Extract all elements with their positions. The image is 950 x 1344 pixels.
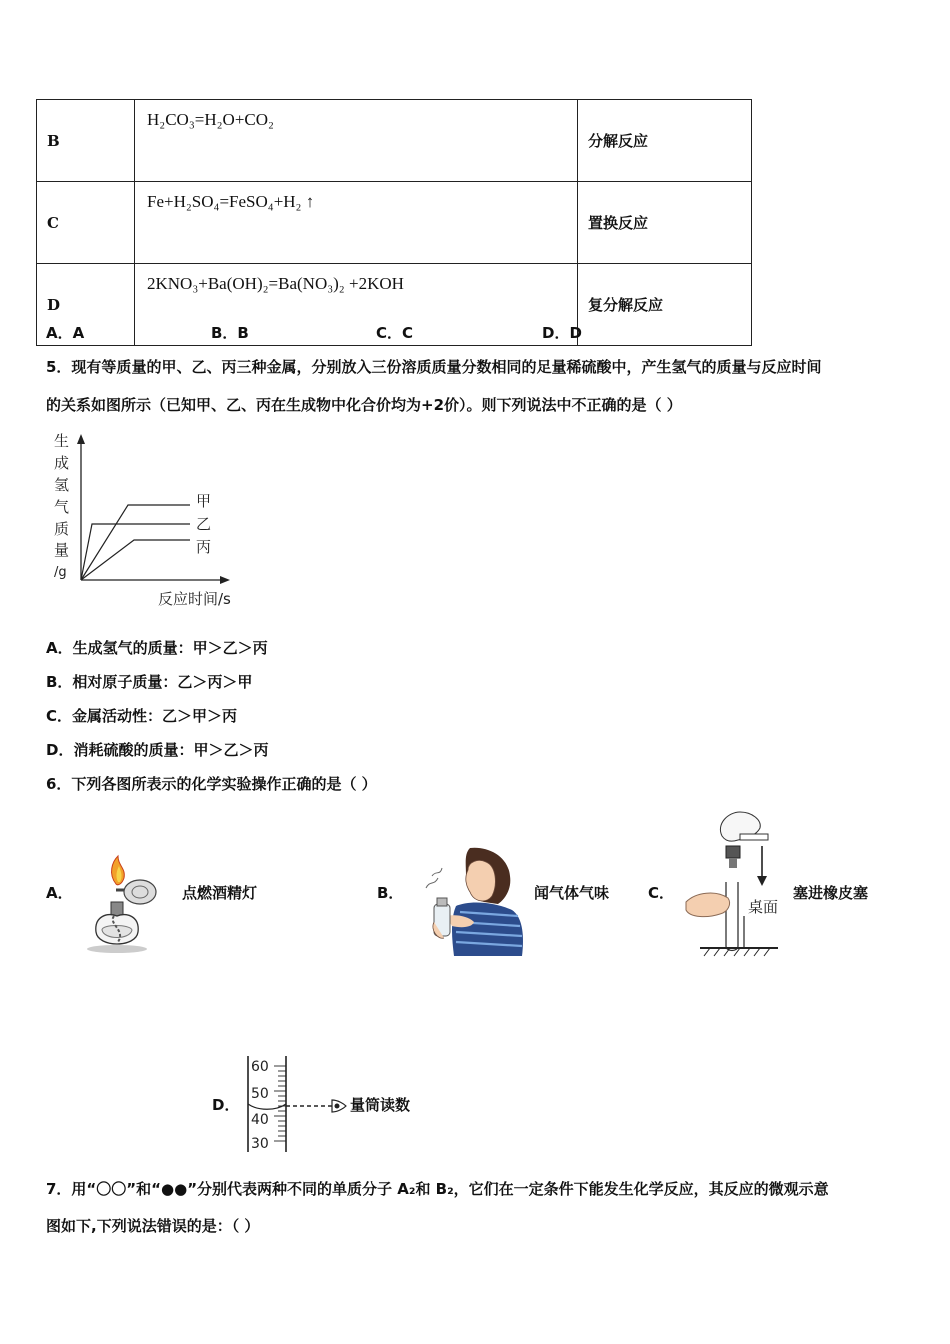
test-tube-stopper-icon xyxy=(682,806,790,958)
graduated-cylinder-icon xyxy=(240,1054,350,1154)
alcohol-lamp-icon xyxy=(78,852,178,962)
x-axis-label: 反应时间/s xyxy=(158,590,231,608)
q6-option-a-letter[interactable]: A． xyxy=(46,884,73,902)
ylabel-char: /g xyxy=(54,565,67,580)
row-label: C xyxy=(37,182,135,264)
table-row xyxy=(37,182,752,264)
y-axis-arrow xyxy=(77,434,85,444)
x-axis-arrow xyxy=(220,576,230,584)
q4-option-b[interactable]: B．B xyxy=(211,324,249,342)
equation: 2KNO₃+Ba(OH)₂=Ba(NO₃)₂ +2KOH xyxy=(135,264,578,346)
q5-option-c[interactable]: C．金属活动性：乙＞甲＞丙 xyxy=(46,707,238,725)
ylabel-char: 气 xyxy=(54,498,70,516)
ylabel-char: 生 xyxy=(54,432,70,450)
q6-b-caption: 闻气体气味 xyxy=(534,884,610,902)
q6-stem: 6．下列各图所表示的化学实验操作正确的是（ ） xyxy=(46,775,377,793)
tick-label: 50 xyxy=(251,1086,269,1102)
person-smelling-icon xyxy=(412,840,530,958)
q5-stem-line1: 5．现有等质量的甲、乙、丙三种金属，分别放入三份溶质质量分数相同的足量稀硫酸中，产生氢气的质量与反应时间 xyxy=(46,358,822,376)
series-yi xyxy=(81,524,190,580)
equation: H₂CO₃=H₂O+CO₂ xyxy=(135,100,578,182)
reaction-type: 置换反应 xyxy=(578,182,752,264)
row-label: B xyxy=(37,100,135,182)
reaction-type: 复分解反应 xyxy=(578,264,752,346)
reaction-table xyxy=(36,99,752,346)
series-label: 丙 xyxy=(196,538,212,556)
q6-d-caption: 量筒读数 xyxy=(350,1096,411,1114)
q6-c-caption: 塞进橡皮塞 xyxy=(793,884,869,902)
tick-label: 30 xyxy=(251,1136,269,1152)
series-jia xyxy=(81,505,190,580)
hydrogen-mass-graph xyxy=(50,428,250,613)
q4-option-a[interactable]: A．A xyxy=(46,324,85,342)
ylabel-char: 量 xyxy=(54,541,70,559)
table-row xyxy=(37,100,752,182)
ylabel-char: 质 xyxy=(54,520,70,538)
q6-option-b-letter[interactable]: B． xyxy=(377,884,404,902)
equation: Fe+H₂SO₄=FeSO₄+H₂ ↑ xyxy=(135,182,578,264)
q4-option-c[interactable]: C．C xyxy=(376,324,414,342)
reaction-type: 分解反应 xyxy=(578,100,752,182)
table-surface-label: 桌面 xyxy=(748,898,779,916)
series-label: 乙 xyxy=(196,515,212,533)
q7-stem-line2: 图如下,下列说法错误的是：（ ） xyxy=(46,1217,260,1235)
tick-label: 40 xyxy=(251,1112,269,1128)
q5-stem-line2: 的关系如图所示（已知甲、乙、丙在生成物中化合价均为+2价）。则下列说法中不正确的是（ ） xyxy=(46,396,682,414)
q5-option-b[interactable]: B．相对原子质量：乙＞丙＞甲 xyxy=(46,673,253,691)
series-bing xyxy=(81,540,190,580)
q6-option-d-letter[interactable]: D． xyxy=(212,1096,240,1114)
series-label: 甲 xyxy=(196,492,212,510)
tick-label: 60 xyxy=(251,1059,269,1075)
q6-a-caption: 点燃酒精灯 xyxy=(182,884,258,902)
q4-option-d[interactable]: D．D xyxy=(542,324,582,342)
q5-option-d[interactable]: D．消耗硫酸的质量：甲＞乙＞丙 xyxy=(46,741,269,759)
ylabel-char: 成 xyxy=(54,454,70,472)
q6-option-c-letter[interactable]: C． xyxy=(648,884,675,902)
row-label: D xyxy=(37,264,135,346)
ylabel-char: 氢 xyxy=(54,476,70,494)
q7-stem-line1: 7．用“〇〇”和“●●”分别代表两种不同的单质分子 A₂和 B₂，它们在一定条件下能发生化学反应，其反应的微观示意 xyxy=(46,1180,829,1198)
q5-option-a[interactable]: A．生成氢气的质量：甲＞乙＞丙 xyxy=(46,639,268,657)
